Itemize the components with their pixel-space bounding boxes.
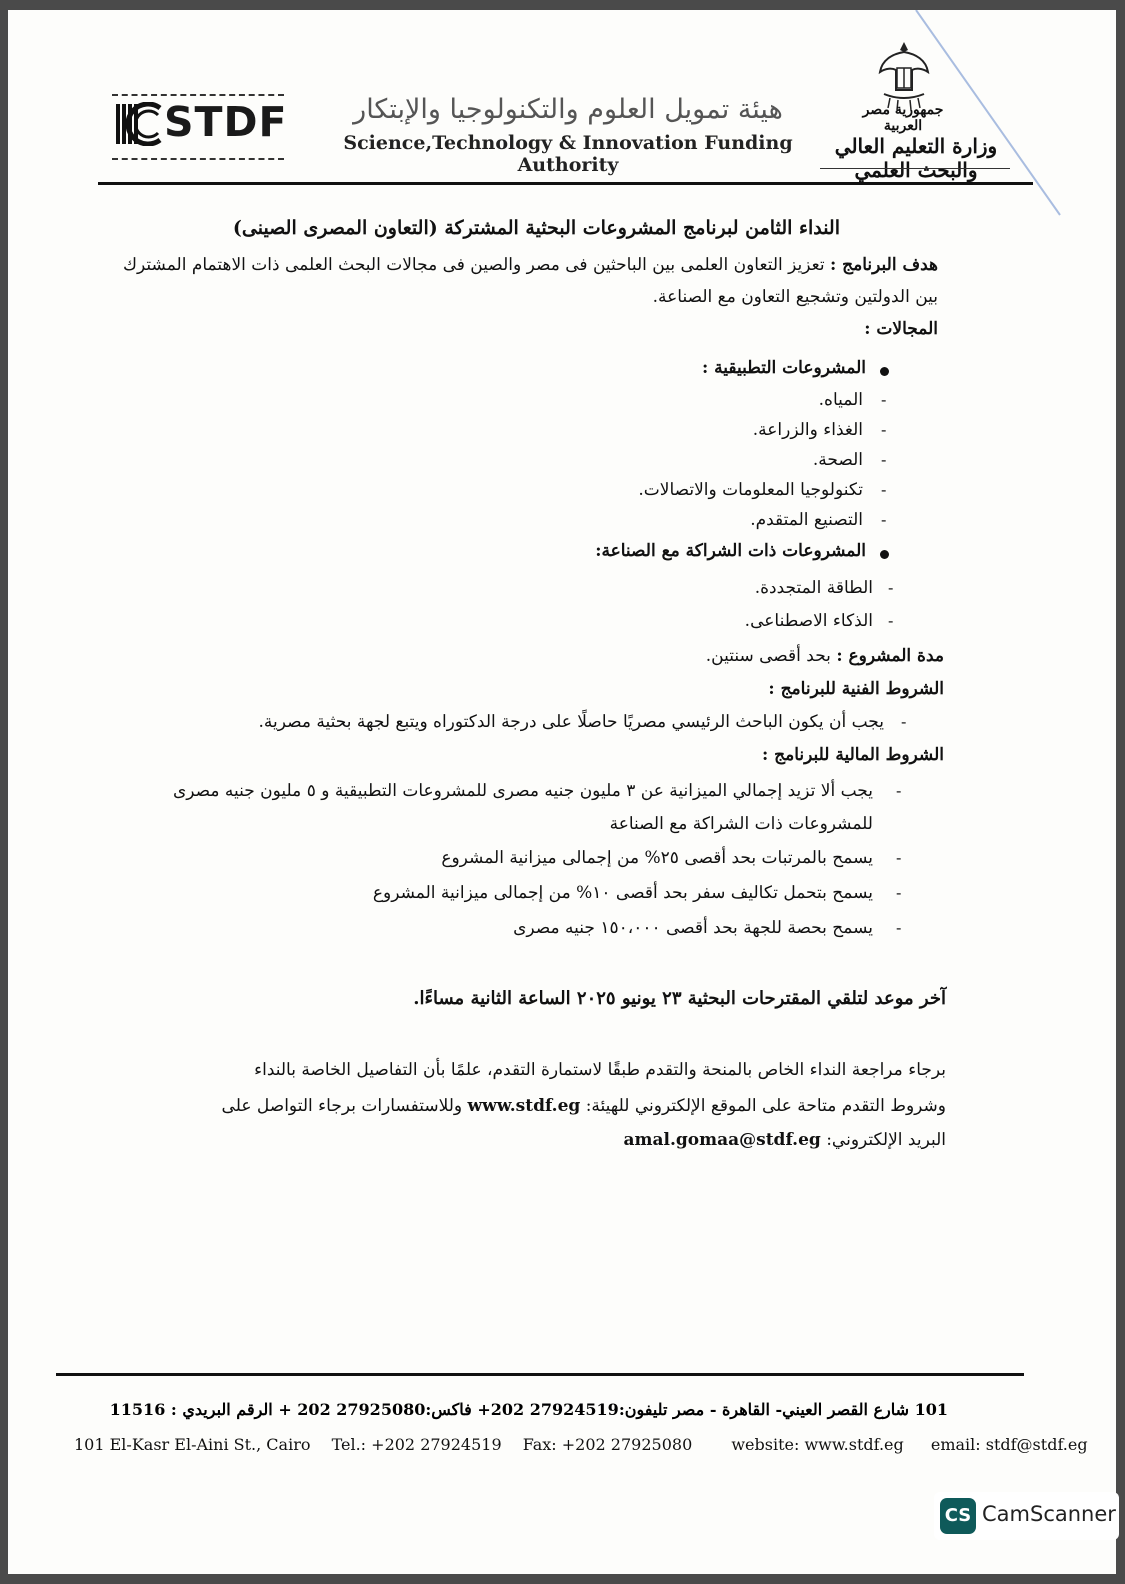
closing-line-2-contact: وللاستفسارات برجاء التواصل على [221,1096,463,1116]
dash-icon: - [881,420,887,439]
applied-projects-label: المشروعات التطبيقية : [701,358,866,378]
header-divider [98,182,1033,185]
dash-icon: - [896,781,902,800]
program-goal-line-1 [123,255,938,275]
applied-item: الصحة. [812,450,863,470]
program-goal-label: هدف البرنامج : [829,255,938,275]
closing-line-2 [222,1096,946,1116]
closing-line-2-text: وشروط التقدم متاحة على الموقع الإلكتروني للهيئة: [585,1096,946,1116]
ministry-underline [820,168,1010,169]
financial-item-4: يسمح بحصة للجهة بحد أقصى ١٥٠،٠٠٠ جنيه مصرى [513,918,873,938]
technical-conditions-label: الشروط الفنية للبرنامج : [768,679,944,699]
project-duration-value: بحد أقصى سنتين. [705,646,831,666]
program-goal-line-2: بين الدولتين وتشجيع التعاون مع الصناعة. [652,287,938,307]
applied-item: المياه. [818,390,863,410]
footer-website[interactable]: website: www.stdf.eg [731,1435,904,1454]
camscanner-logo-icon: CS [940,1498,976,1534]
dash-icon: - [881,480,887,499]
camscanner-watermark [934,1492,1119,1540]
footer-fax: Fax: +202 27925080 [522,1435,693,1454]
footer-email[interactable]: email: stdf@stdf.eg [930,1435,1088,1454]
stdf-logo-icon [116,102,162,146]
dash-icon: - [896,848,902,867]
footer-divider [56,1373,1024,1376]
footer-arabic-address: 101 شارع القصر العيني- القاهرة - مصر تليفون:27924519 202+ فاكس:27925080 202 + الرقم البريدي : 11516 [109,1400,948,1419]
bullet-icon [880,367,889,376]
dash-icon: - [888,611,894,630]
submission-deadline: آخر موعد لتلقي المقترحات البحثية ٢٣ يونيو ٢٠٢٥ الساعة الثانية مساءًا. [413,988,946,1009]
dash-icon: - [896,883,902,902]
financial-item-3: يسمح بتحمل تكاليف سفر بحد أقصى ١٠% من إجمالى ميزانية المشروع [372,883,873,903]
footer-address: 101 El-Kasr El-Aini St., Cairo [74,1435,311,1454]
footer-english-contact [74,1435,1104,1454]
closing-line-1: برجاء مراجعة النداء الخاص بالمنحة والتقدم طبقًا لاستمارة التقدم، علمًا بأن التفاصيل الخاصة بالنداء [254,1060,946,1080]
applied-item: تكنولوجيا المعلومات والاتصالات. [638,480,863,500]
dash-icon: - [881,450,887,469]
industry-item: الذكاء الاصطناعى. [744,611,873,631]
financial-item-2: يسمح بالمرتبات بحد أقصى ٢٥% من إجمالى ميزانية المشروع [441,848,873,868]
document-page [8,10,1116,1574]
technical-condition-item: يجب أن يكون الباحث الرئيسي مصريًا حاصلًا على درجة الدكتوراه ويتبع لجهة بحثية مصرية. [258,712,884,732]
footer-tel: Tel.: +202 27924519 [331,1435,502,1454]
website-link[interactable]: www.stdf.eg [467,1096,581,1116]
dash-icon: - [901,712,907,731]
dash-icon: - [881,390,887,409]
ministry-name: وزارة التعليم العالي والبحث العلمي [834,134,998,182]
financial-item-1-line-2: للمشروعات ذات الشراكة مع الصناعة [609,814,873,834]
authority-name-arabic: هيئة تمويل العلوم والتكنولوجيا والإبتكار [353,94,783,125]
dash-icon: - [881,510,887,529]
project-duration [706,646,944,666]
industry-item: الطاقة المتجددة. [754,578,873,598]
project-duration-label: مدة المشروع : [836,646,944,666]
industry-projects-label: المشروعات ذات الشراكة مع الصناعة: [595,541,866,561]
bullet-icon [880,550,889,559]
fields-label: المجالات : [864,319,938,339]
republic-name: جمهورية مصر العربية [862,102,944,134]
stdf-logo [110,92,288,162]
authority-name-english: Science,Technology & Innovation Funding Authority [343,132,793,176]
email-link[interactable]: amal.gomaa@stdf.eg [623,1130,821,1150]
financial-item-1-line-1: يجب ألا تزيد إجمالي الميزانية عن ٣ مليون جنيه مصرى للمشروعات التطبيقية و ٥ مليون جنيه مصرى [172,781,873,801]
applied-item: التصنيع المتقدم. [750,510,863,530]
closing-line-3 [624,1130,947,1150]
program-goal-text: تعزيز التعاون العلمى بين الباحثين فى مصر والصين فى مجالات البحث العلمى ذات الاهتمام المشترك [123,255,825,275]
camscanner-label: CamScanner [982,1502,1116,1526]
financial-conditions-label: الشروط المالية للبرنامج : [761,745,944,765]
applied-item: الغذاء والزراعة. [752,420,863,440]
dash-icon: - [896,918,902,937]
call-title: النداء الثامن لبرنامج المشروعات البحثية المشتركة (التعاون المصرى الصينى) [232,217,840,239]
closing-email-label: البريد الإلكتروني: [826,1130,946,1150]
dash-icon: - [888,578,894,597]
stdf-logo-text: STDF [164,98,288,146]
